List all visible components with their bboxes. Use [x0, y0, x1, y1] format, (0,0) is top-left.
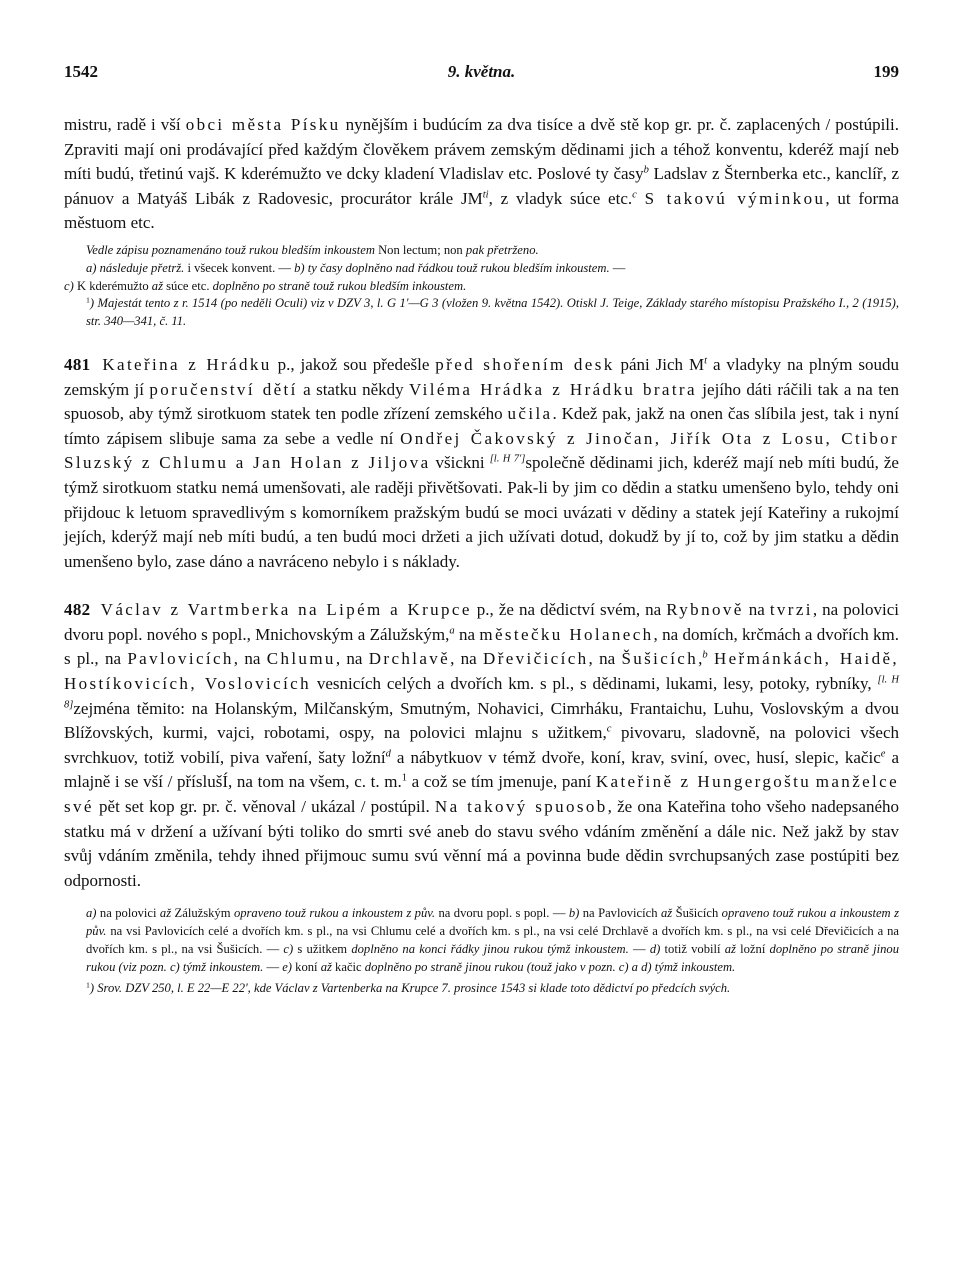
page-year: 1542	[64, 62, 98, 81]
footnote-1: $^1$) Srov. DZV 250, l. E 22—E 22', kde Václav z Vartenberka na Krupce 7. prosince 1543 si klade toto dědictví po předcích svých.	[86, 979, 731, 995]
note-vedle: Vedle zápisu poznamenáno touž rukou bledším inkoustem Non lectum; non pak přetrženo.	[86, 242, 539, 257]
entry-number: 482	[64, 600, 91, 620]
note-a-b: a) následuje přetrž. i všecek konvent. — b) ty časy doplněno nad řádkou touž rukou bledším inkoustem. —	[86, 260, 626, 275]
entry-482: 482 Václav z Vartmberka na Lipém a Krupce p., že na dědictví svém, na Rybnově na tvrzi, na polovici dvoru popl. nového s popl., Mnichovským a Zálužským,$^a$ na městečku Holanech, na domích, krčmách a dvořích km. s pl., na Pavlovicích, na Chlumu, na Drchlavě, na Dřevičicích, na Šušicích,$^b$ Heřmánkách, Haidě, Hostíkovicích, Voslovicích vesnicích celých a dvořích km. s pl., s dědinami, lukami, lesy, potoky, rybníky, [l. H 8]zejména těmito: na Holanským, Milčanským, Smutným, Nohavici, Cimrháku, Frantaichu, Luhu, Voslovským a dvou Blížovských, kurmi, vajci, robotami, ospy, na polovici mlajnu s užitkem,$^c$ pivovaru, sladovně, na polovici všech svrchkuov, totiž vobilí, piva vaření, šaty ložní$^d$ a nábytkuov v témž dvoře, koní, krav, sviní, ovec, husí, slepic, kačic$^e$ a mlajně i se vší / příslušÍ, na tom na všem, c. t. m.$^1$ a což se tím jmenuje, paní Kateřině z Hungergoštu manželce své pět set kop gr. pr. č. věnoval / ukázal / postúpil. Na takový spuosob, že ona Kateřina toho všeho nadepsaného statku má v držení a užívaní býti toliko do smrti své aneb do stavu svého vdáním změnění a dále nic. Než jakž by stav svůj vdáním změnila, tehdy ihned přijmouc sumu svú věnní má a povinna bude dědin svrchupsaných zase postúpiti bez odpornosti.	[64, 600, 900, 890]
notes-482: a) na polovici až Zálužským opraveno touž rukou a inkoustem z pův. na dvoru popl. s popl. — b) na Pavlovicích až Šušicích opraveno touž rukou a inkoustem z pův. na vsi Pavlovicích celé a dvořích km. s pl., na vsi Chlumu celé a dvořích km. s pl., na vsi celé Drchlavě a dvořích km. s pl., na vsi celé Dřevičicích a na dvořích km. s pl., na vsi Šušicích. — c) s užitkem doplněno na konci řádky jinou rukou týmž inkoustem. — d) totiž vobilí až ložní doplněno po straně jinou rukou (viz pozn. c) týmž inkoustem. — e) koní až kačic doplněno po straně jinou rukou (touž jako v pozn. c) a d) týmž inkoustem.	[86, 906, 900, 974]
page	[64, 62, 899, 997]
page-number: 199	[873, 62, 899, 81]
note-1: $^1$) Majestát tento z r. 1514 (po neděli Oculi) viz v DZV 3, l. G 1'—G 3 (vložen 9. května 1542). Otiskl J. Teige, Základy starého místopisu Pražského I., 2 (1915), str. 340—341, č. 11.	[86, 295, 899, 329]
note-c: c) K kderémužto až súce etc. doplněno po straně touž rukou bledším inkoustem.	[64, 278, 467, 293]
intro-paragraph: mistru, radě i vší obci města Písku nynějším i budúcím za dva tisíce a dvě stě kop gr. pr. č. zaplacených / postúpili. Zpraviti mají oni prodávající před každým člověkem právem zemským dědinami jich a téhož konventu, kderéž mají neb míti budú, třetinú vajš. K kderémužto ve dcky kladení Vladislav etc. Poslové ty časy$^b$ Ladslav z Šternberka etc., kanclíř, z pánuov a Matyáš Libák z Radovesic, procurátor krále $JM^{ti}$, z vladyk súce etc.$^c$ S takovú výminkou, ut forma městuom etc.	[64, 115, 900, 233]
entry-481: 481 Kateřina z Hrádku p., jakož sou předešle před shořením desk páni Jich $M^t$ a vladyky na plným soudu zemským jí poručenství dětí a statku někdy Viléma Hrádka z Hrádku bratra jejího dáti ráčili tak a na ten spuosob, aby týmž sirotkuom statek ten podle zřízení zemského učila. Kdež pak, jakž na onen čas slíbila jest, tak i nyní tímto zápisem slibuje sama za sebe a vedle ní Ondřej Čakovský z Jinočan, Jiřík Ota z Losu, Ctibor Sluzský z Chlumu a Jan Holan z Jiljova všickni [l. H 7']společně dědinami jich, kderéž mají neb míti budú, že týmž sirotkuom statku nemá umenšovati, ale raději přivětšovati. Pak-li by jim co dědin a statku umenšeno bylo, tehdy oni přijdouc k letuom spravedlivým s komorníkem pražským budú se moci uvázati v dědiny a statek její Kateřiny a rukojmí jejích, kderýž mají neb míti budú, a ten budú moci držeti a jich užívati dotud, dokudž by jí to, což by jim statku a dědin umenšeno bylo, zase dáno a navráceno nebylo i s náklady.	[64, 354, 900, 571]
page-title: 9. května.	[447, 62, 516, 81]
entry-number: 481	[64, 354, 91, 374]
running-header	[64, 62, 899, 86]
